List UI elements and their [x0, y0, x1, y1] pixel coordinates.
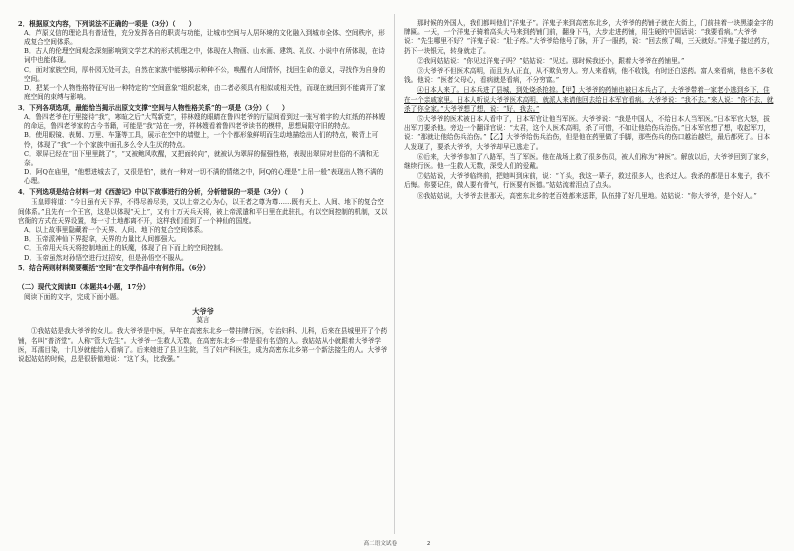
question-4-option-a: A．以上故事里隐藏着一个天界、人间、地下的复合空间体系。: [24, 225, 207, 234]
left-column: [18, 18, 388, 364]
question-4-stem: 4．下列选项是结合材料一对《西游记》中以下故事进行的分析，分析错误的一项是（3分）（ ）: [18, 188, 308, 197]
story-paragraph-1: ①我姑姑是我大爷爷的女儿。我大爷爷是中医，早年在高密东北乡一带挂牌行医，专治妇科、儿科，后来在县城里开了个药铺，名叫“普济堂”。人称“管大先生”。大爷爷一生救人无数，在高密东北乡一带是很有名望的人。我姑姑从小就跟着大爷爷学医，耳濡目染，十几岁就能给人看病了。后来她进了县卫生院，当了妇产科医生，成为高密东北乡第一个新法接生的人。大爷爷说起姑姑的时候，总是很骄傲地说：“这丫头，比我强。”: [18, 327, 388, 363]
story-paragraph-7: ⑦姑姑说，大爷爷临终前，把她叫到床前，说：“丫头，我这一辈子，救过很多人，也杀过人。我杀的都是日本鬼子，我不后悔。你要记住，做人要有骨气，行医要有医德。”姑姑流着泪点了点头。: [404, 172, 770, 190]
footer-title: 高二语文试卷: [363, 541, 398, 547]
story-paragraph-6: ⑥后来，大爷爷参加了八路军，当了军医。他在战场上救了很多伤员，被人们称为“神医”。解放以后，大爷爷回到了家乡，继续行医。他一生救人无数，深受人们的爱戴。: [404, 152, 774, 171]
question-2-option-d: D．把某一个人物性格特征写出一种特定的“空间意象”组织起来，由二者必须具有相似或相关性，而现在就回到不能离开了家庭空间的束缚与影响。: [24, 83, 386, 102]
page-number: 2: [426, 541, 431, 547]
story-title: 大爷爷: [192, 306, 214, 316]
story-paragraph-8: ⑧我姑姑说，大爷爷去世那天，高密东北乡的老百姓都来送葬，队伍排了好几里地。姑姑说：“你大爷爷，是个好人。”: [417, 191, 757, 200]
section-instruction: 阅读下面的文字，完成下面小题。: [24, 292, 123, 301]
question-4-option-d: D．玉帝虽然对孙悟空进行过招安，但是孙悟空不服从。: [24, 253, 188, 262]
question-2-stem: 2．根据原文内容，下列说法不正确的一项是（3分）（ ）: [18, 19, 196, 28]
question-3-option-d: D．阿Q在庙里，“他想进城去了，又很是怕”，就有一种对一切不满的情绪之中，阿Q的心理是“上吊一般”表现出人物不满的心理。: [24, 168, 384, 186]
story-paragraph-4: ④日本人来了。日本兵进了县城，到处烧杀抢掠。【甲】大爷爷的药铺也被日本兵占了，大爷爷带着一家老小逃到乡下，住在一个亲戚家里。日本人听说大爷爷医术高明，就派人来请他回去给日本军官看病。大爷爷说：“我不去。”来人说：“你不去，就杀了你全家。”大爷爷想了想，说：“好，我去。”: [404, 86, 774, 113]
story-author: 莫言: [196, 316, 210, 325]
column-divider: [394, 14, 395, 534]
right-column: [404, 18, 776, 201]
story-paragraph-2: ②我问姑姑说：“你见过洋鬼子吗？”姑姑说：“见过。那时候我还小，跟着大爷爷在药铺里。”: [417, 56, 685, 65]
story-paragraph-5: ⑤大爷爷的医术被日本人看中了，日本军官让他当军医。大爷爷说：“我是中国人，不给日本人当军医。”日本军官大怒，拔出军刀要杀他。旁边一个翻译官说：“太君，这个人医术高明，杀了可惜，不如让他给伤兵治伤。”日本军官想了想，收起军刀，说：“那就让他给伤兵治伤。”【乙】大爷爷给伤兵治伤，但是他在药里做了手脚，那些伤兵的伤口越治越烂，最后都死了。日本人发现了，要杀大爷爷，大爷爷却早已逃走了。: [404, 115, 771, 151]
question-4-option-c: C．玉帝用天兵天将控制地面上的妖魔，体现了自下而上的空间控制。: [24, 244, 227, 253]
page-footer: [0, 539, 794, 547]
story-paragraph-continued: 那时候的外国人，我们都叫他们“洋鬼子”。洋鬼子来到高密东北乡，大爷爷的药铺子就在大街上，门前挂着一块黑漆金字的牌匾。一天，一个洋鬼子骑着高头大马来到药铺门前，翻身下马，大步走进药铺，用生硬的中国话说：“我要看病。”大爷爷说：“先生哪里不好？”洋鬼子说：“肚子疼。”大爷爷给他号了脉，开了一服药，说：“回去煎了喝，三天就好。”洋鬼子接过药方，扔下一块银元，转身就走了。: [404, 19, 774, 55]
story-paragraph-3: ③大爷爷不但医术高明，而且为人正直，从不欺负穷人。穷人来看病，他不收钱，有时还白送药。富人来看病，他也不多收钱。他说：“医者父母心，看病就是看病，不分穷富。”: [404, 67, 774, 85]
question-3-stem: 3．下列各项选项，最能恰当揭示出原文支撑“空间与人物性格关系”的一项是（3分）（ ）: [18, 103, 289, 112]
question-4-option-b: B．玉帝派神仙下界捉拿，天界的力量比人间都强大。: [24, 235, 181, 244]
question-2-option-b: B．古人的伦理空间观念深刻影响到文学艺术的形式机理之中，体现在人物画、山水画、建筑、礼仪、小说中有所体现，在诗词中也能体现。: [24, 47, 385, 65]
question-3-option-c: C．翠屏已经在“田下里里跳了”，“又被鲍风吹醒，又把面转向”，就被认为翠屏的倔强性格，表现出翠屏对世俗的不满和无奈。: [24, 149, 379, 168]
question-3-option-b: B．使用眼镜、表舅、万里、车篷等工具，展示在空中的墙壁上，一个个都形象鲜明而生动地描绘出人们的特点，鞍背上可怜，体现了“我”一个个家族中面孔多么令人生厌的特点。: [24, 131, 379, 149]
question-4-quote: 玉皇即将道：“今日虽有天下界，不得尽善尽美，又以上帝之心为心，以王者之尊为尊……既有天上、人间、地下的复合空间体系。”且先有一个王宫，这是以体现“天上”，又有十万天兵天将，被上帝派遣和平日里在此驻扎，有以空间控制的机制，又以官衙的方式在天界设置，每一寸土地都离不开，这样我们看到了一个神仙的国度。: [18, 198, 388, 225]
section-heading: （二）现代文阅读Ⅱ（本题共4小题，17分）: [18, 283, 150, 292]
question-5-stem: 5．结合两则材料简要概括“空间”在文学作品中有何作用。（6分）: [18, 264, 210, 273]
question-2-option-c: C．面对家族空间，厚朴园无处可去，自然在家族中能够揭示种种不公，唤醒有人间情怀，找回生命的意义，寻找作为自身的空间。: [24, 65, 386, 83]
question-2-option-a: A．芦原义信的理论具有普适性，充分发挥各自的职责与功能，让城市空间与人居环境的文化融入到城市全体、空间秩序，形成复合空间体系。: [24, 28, 385, 46]
question-3-option-a: A．鲁四老爷在厅里接待“我”，寒暄之后“大骂新党”，祥林嫂的眼睛在鲁四老爷的厅屋间看到过一张写着字的大红纸的祥林嫂的命运，鲁四老爷家的古今书籍，可能是“我”站在一旁，祥林嫂看着鲁四老爷读书的模样，思想局限守旧的特点。: [24, 113, 386, 131]
